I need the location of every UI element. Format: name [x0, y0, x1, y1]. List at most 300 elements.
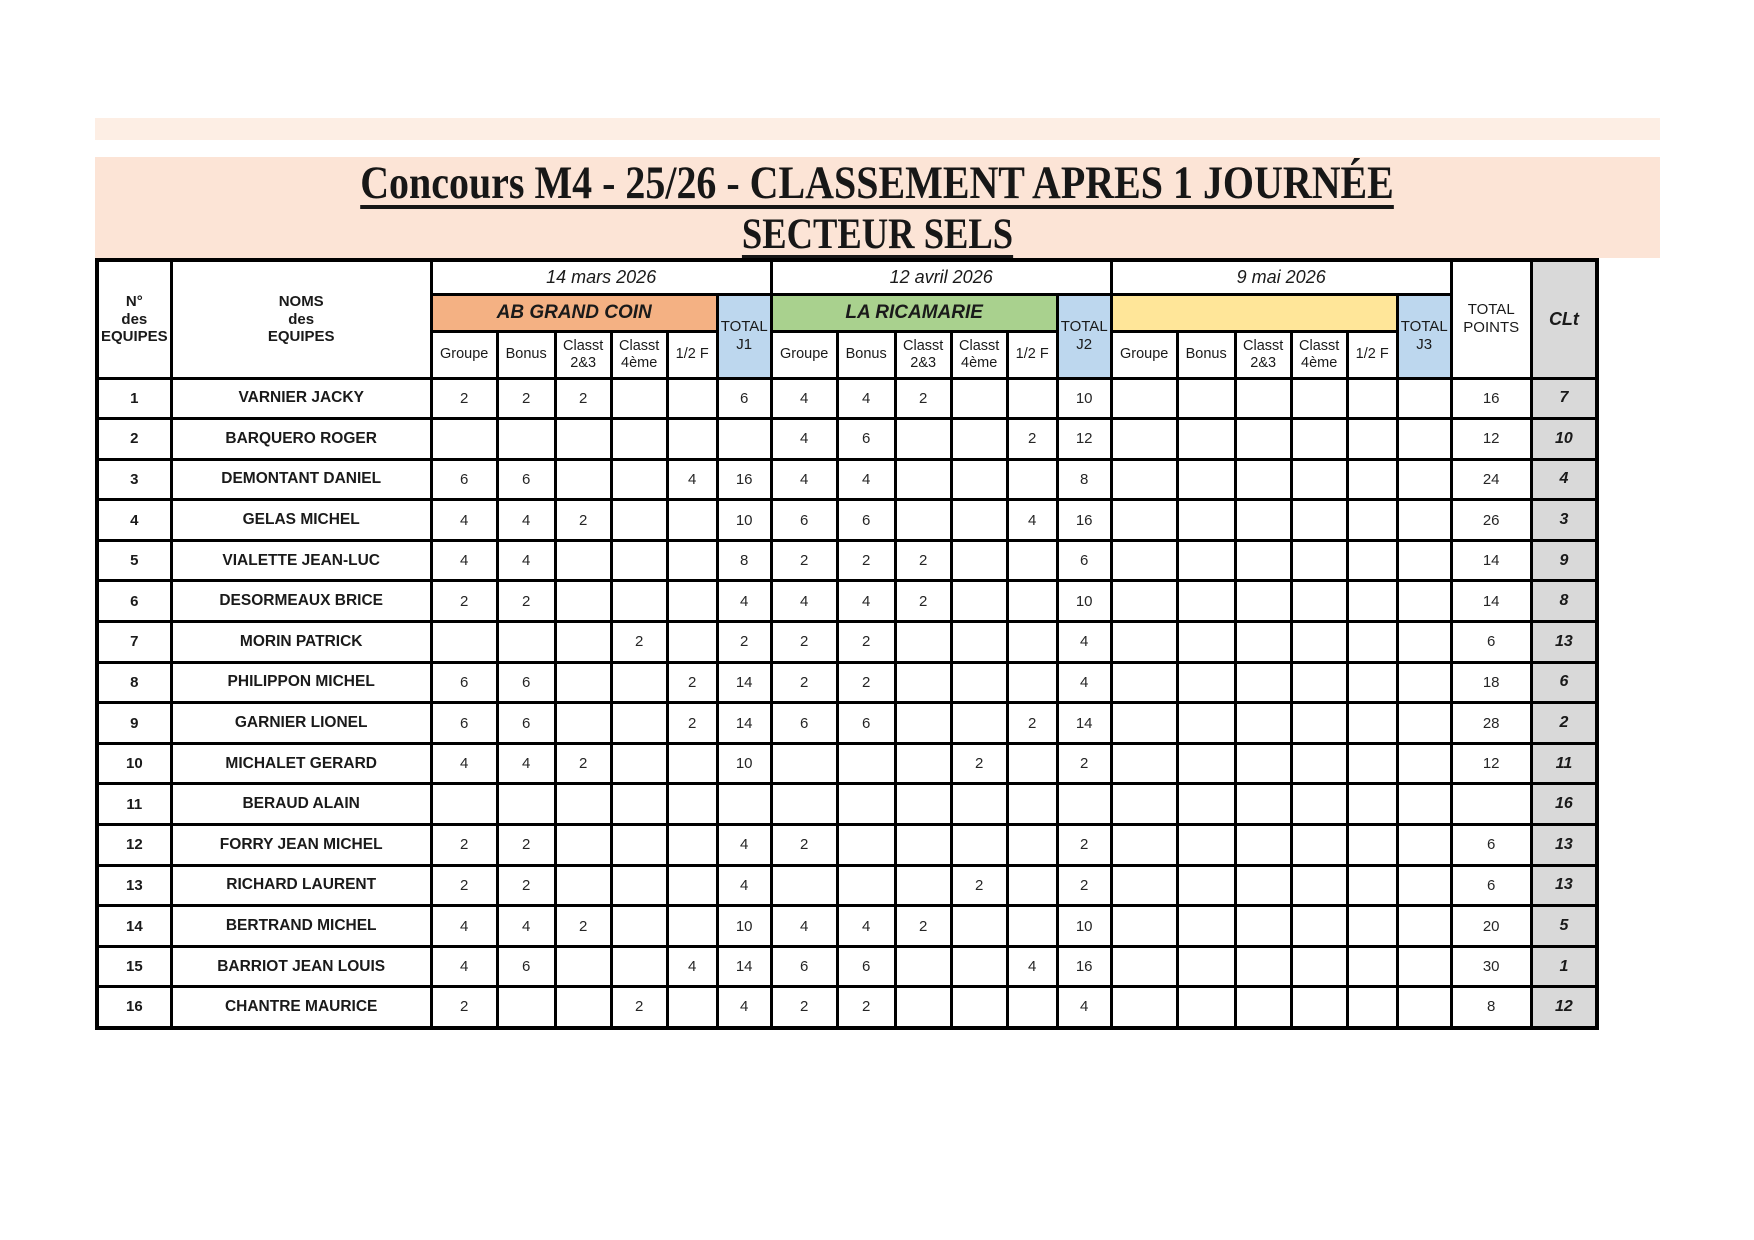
- team-number-cell: 9: [97, 703, 171, 744]
- score-cell-j2-groupe: [771, 784, 837, 825]
- total-j1-cell: 6: [717, 378, 771, 419]
- score-cell-j1-bonus: 4: [497, 500, 555, 541]
- clt-cell: 13: [1531, 622, 1597, 663]
- score-cell-j3-classt-4eme: [1291, 622, 1347, 663]
- table-body: [97, 378, 1597, 1028]
- total-j3-cell: [1397, 662, 1451, 703]
- score-cell-j2-classt-2-3: [895, 662, 951, 703]
- classification-table: [95, 258, 1599, 1030]
- score-cell-j1-bonus: [497, 622, 555, 663]
- col-header-bonus-j1: Bonus: [497, 331, 555, 378]
- score-cell-j2-classt-2-3: [895, 743, 951, 784]
- score-cell-j3-groupe: [1111, 500, 1177, 541]
- total-points-cell: 20: [1451, 906, 1531, 947]
- score-cell-j1-classt-2-3: [555, 459, 611, 500]
- score-cell-j3-bonus: [1177, 946, 1235, 987]
- score-cell-j2-classt-4eme: [951, 459, 1007, 500]
- team-name-cell: DESORMEAUX BRICE: [171, 581, 431, 622]
- score-cell-j3-demi-finale: [1347, 784, 1397, 825]
- team-row: [97, 378, 1597, 419]
- total-points-cell: 30: [1451, 946, 1531, 987]
- score-cell-j1-classt-2-3: 2: [555, 743, 611, 784]
- score-cell-j3-groupe: [1111, 419, 1177, 460]
- score-cell-j2-classt-4eme: 2: [951, 743, 1007, 784]
- score-cell-j1-bonus: 2: [497, 865, 555, 906]
- score-cell-j2-groupe: 4: [771, 419, 837, 460]
- team-row: [97, 825, 1597, 866]
- score-cell-j2-demi-finale: [1007, 662, 1057, 703]
- score-cell-j3-classt-4eme: [1291, 581, 1347, 622]
- team-name-cell: VIALETTE JEAN-LUC: [171, 540, 431, 581]
- score-cell-j3-groupe: [1111, 581, 1177, 622]
- score-cell-j2-classt-2-3: [895, 987, 951, 1028]
- total-j2-cell: 4: [1057, 622, 1111, 663]
- col-header-total-j3: [1397, 294, 1451, 378]
- label-line: J3: [1416, 336, 1433, 353]
- score-cell-j3-bonus: [1177, 459, 1235, 500]
- label-line: J1: [736, 336, 753, 353]
- col-header-classt-4eme-j2: Classt 4ème: [951, 331, 1007, 378]
- score-cell-j1-groupe: 6: [431, 459, 497, 500]
- score-cell-j3-classt-4eme: [1291, 784, 1347, 825]
- clt-cell: 1: [1531, 946, 1597, 987]
- score-cell-j2-classt-2-3: [895, 825, 951, 866]
- score-cell-j1-demi-finale: [667, 378, 717, 419]
- score-cell-j3-groupe: [1111, 703, 1177, 744]
- score-cell-j1-classt-2-3: [555, 784, 611, 825]
- score-cell-j1-classt-4eme: [611, 500, 667, 541]
- clt-cell: 11: [1531, 743, 1597, 784]
- team-number-cell: 8: [97, 662, 171, 703]
- score-cell-j1-bonus: 4: [497, 540, 555, 581]
- score-cell-j2-groupe: [771, 743, 837, 784]
- score-cell-j1-demi-finale: [667, 622, 717, 663]
- total-j2-cell: 2: [1057, 865, 1111, 906]
- total-j2-cell: 14: [1057, 703, 1111, 744]
- score-cell-j2-demi-finale: [1007, 743, 1057, 784]
- score-cell-j3-demi-finale: [1347, 743, 1397, 784]
- total-j3-cell: [1397, 743, 1451, 784]
- score-cell-j3-bonus: [1177, 581, 1235, 622]
- score-cell-j1-bonus: 4: [497, 906, 555, 947]
- score-cell-j2-groupe: 4: [771, 906, 837, 947]
- score-cell-j3-demi-finale: [1347, 987, 1397, 1028]
- score-cell-j2-bonus: 6: [837, 946, 895, 987]
- score-cell-j2-classt-2-3: [895, 784, 951, 825]
- total-j1-cell: 10: [717, 906, 771, 947]
- score-cell-j3-classt-2-3: [1235, 906, 1291, 947]
- clt-cell: 13: [1531, 865, 1597, 906]
- col-header-classt-4eme-j3: Classt 4ème: [1291, 331, 1347, 378]
- score-cell-j2-bonus: 4: [837, 581, 895, 622]
- total-j2-cell: 12: [1057, 419, 1111, 460]
- score-cell-j1-bonus: 6: [497, 459, 555, 500]
- score-cell-j1-classt-2-3: [555, 825, 611, 866]
- clt-cell: 13: [1531, 825, 1597, 866]
- score-cell-j2-classt-4eme: [951, 540, 1007, 581]
- total-j1-cell: [717, 419, 771, 460]
- col-header-classt-4eme-j1: Classt 4ème: [611, 331, 667, 378]
- score-cell-j3-classt-4eme: [1291, 865, 1347, 906]
- total-j1-cell: 10: [717, 743, 771, 784]
- score-cell-j1-groupe: 2: [431, 378, 497, 419]
- team-name-cell: DEMONTANT DANIEL: [171, 459, 431, 500]
- team-number-cell: 14: [97, 906, 171, 947]
- score-cell-j2-bonus: 2: [837, 987, 895, 1028]
- team-row: [97, 865, 1597, 906]
- team-name-cell: MORIN PATRICK: [171, 622, 431, 663]
- total-j1-cell: 2: [717, 622, 771, 663]
- score-cell-j3-groupe: [1111, 662, 1177, 703]
- score-cell-j1-bonus: 6: [497, 662, 555, 703]
- total-j3-cell: [1397, 865, 1451, 906]
- score-cell-j2-classt-4eme: [951, 378, 1007, 419]
- score-cell-j2-bonus: 2: [837, 622, 895, 663]
- score-cell-j1-classt-4eme: [611, 459, 667, 500]
- score-cell-j3-demi-finale: [1347, 906, 1397, 947]
- score-cell-j1-classt-4eme: [611, 703, 667, 744]
- score-cell-j2-classt-4eme: [951, 703, 1007, 744]
- score-cell-j3-bonus: [1177, 825, 1235, 866]
- label-line: des: [288, 310, 315, 328]
- score-cell-j1-bonus: 4: [497, 743, 555, 784]
- clt-cell: 5: [1531, 906, 1597, 947]
- score-cell-j3-bonus: [1177, 662, 1235, 703]
- score-cell-j1-demi-finale: 2: [667, 703, 717, 744]
- score-cell-j3-classt-4eme: [1291, 946, 1347, 987]
- score-cell-j2-bonus: 4: [837, 459, 895, 500]
- score-cell-j2-groupe: 4: [771, 459, 837, 500]
- total-j3-cell: [1397, 459, 1451, 500]
- score-cell-j3-classt-4eme: [1291, 825, 1347, 866]
- score-cell-j3-demi-finale: [1347, 865, 1397, 906]
- score-cell-j1-classt-4eme: [611, 825, 667, 866]
- score-cell-j3-classt-4eme: [1291, 378, 1347, 419]
- score-cell-j1-classt-4eme: [611, 906, 667, 947]
- score-cell-j1-demi-finale: [667, 540, 717, 581]
- total-j3-cell: [1397, 378, 1451, 419]
- team-row: [97, 540, 1597, 581]
- score-cell-j2-classt-4eme: [951, 946, 1007, 987]
- label-line: NOMS: [278, 293, 324, 311]
- score-cell-j3-classt-2-3: [1235, 459, 1291, 500]
- col-header-clt: CLt: [1531, 260, 1597, 378]
- total-j2-cell: 4: [1057, 987, 1111, 1028]
- total-points-cell: 16: [1451, 378, 1531, 419]
- team-row: [97, 419, 1597, 460]
- table-header: [97, 260, 1597, 378]
- score-cell-j3-groupe: [1111, 743, 1177, 784]
- team-row: [97, 743, 1597, 784]
- score-cell-j2-classt-4eme: [951, 662, 1007, 703]
- total-j3-cell: [1397, 419, 1451, 460]
- score-cell-j2-groupe: [771, 865, 837, 906]
- venue-header-j3: [1111, 294, 1397, 331]
- team-number-cell: 4: [97, 500, 171, 541]
- score-cell-j1-demi-finale: [667, 500, 717, 541]
- score-cell-j2-classt-2-3: [895, 946, 951, 987]
- score-cell-j3-demi-finale: [1347, 500, 1397, 541]
- score-cell-j2-demi-finale: [1007, 378, 1057, 419]
- date-header-j2: 12 avril 2026: [771, 260, 1111, 294]
- venue-header-j1: AB GRAND COIN: [431, 294, 717, 331]
- team-row: [97, 987, 1597, 1028]
- score-cell-j3-groupe: [1111, 459, 1177, 500]
- total-points-cell: 18: [1451, 662, 1531, 703]
- total-j1-cell: 4: [717, 581, 771, 622]
- total-j3-cell: [1397, 906, 1451, 947]
- score-cell-j2-bonus: [837, 743, 895, 784]
- score-cell-j1-groupe: 2: [431, 825, 497, 866]
- score-cell-j1-groupe: 2: [431, 987, 497, 1028]
- score-cell-j2-demi-finale: 4: [1007, 946, 1057, 987]
- total-j3-cell: [1397, 500, 1451, 541]
- score-cell-j3-groupe: [1111, 540, 1177, 581]
- score-cell-j1-groupe: 6: [431, 703, 497, 744]
- score-cell-j1-classt-4eme: [611, 540, 667, 581]
- total-points-cell: 12: [1451, 743, 1531, 784]
- title-block: [95, 157, 1660, 258]
- score-cell-j3-bonus: [1177, 906, 1235, 947]
- total-j2-cell: 10: [1057, 906, 1111, 947]
- score-cell-j1-classt-4eme: [611, 378, 667, 419]
- score-cell-j1-classt-2-3: [555, 581, 611, 622]
- score-cell-j3-classt-4eme: [1291, 540, 1347, 581]
- score-cell-j1-demi-finale: [667, 581, 717, 622]
- page-subtitle: SECTEUR SELS: [741, 210, 1014, 258]
- score-cell-j2-classt-2-3: [895, 500, 951, 541]
- score-cell-j3-classt-2-3: [1235, 784, 1291, 825]
- score-cell-j2-bonus: 6: [837, 703, 895, 744]
- col-header-classt-2-3-j3: Classt 2&3: [1235, 331, 1291, 378]
- total-j2-cell: 16: [1057, 946, 1111, 987]
- score-cell-j3-classt-2-3: [1235, 622, 1291, 663]
- total-j1-cell: 14: [717, 946, 771, 987]
- team-name-cell: CHANTRE MAURICE: [171, 987, 431, 1028]
- score-cell-j2-classt-4eme: [951, 581, 1007, 622]
- total-j3-cell: [1397, 987, 1451, 1028]
- score-cell-j2-bonus: 4: [837, 906, 895, 947]
- score-cell-j1-demi-finale: [667, 825, 717, 866]
- date-header-j1: 14 mars 2026: [431, 260, 771, 294]
- score-cell-j1-demi-finale: [667, 784, 717, 825]
- total-j2-cell: 10: [1057, 581, 1111, 622]
- total-points-cell: 14: [1451, 581, 1531, 622]
- score-cell-j1-demi-finale: [667, 987, 717, 1028]
- total-j2-cell: 2: [1057, 743, 1111, 784]
- score-cell-j2-demi-finale: 4: [1007, 500, 1057, 541]
- page-top-tint: [95, 118, 1660, 140]
- score-cell-j1-classt-4eme: 2: [611, 987, 667, 1028]
- score-cell-j3-demi-finale: [1347, 378, 1397, 419]
- team-number-cell: 15: [97, 946, 171, 987]
- score-cell-j3-classt-2-3: [1235, 703, 1291, 744]
- total-j2-cell: [1057, 784, 1111, 825]
- total-points-cell: 14: [1451, 540, 1531, 581]
- score-cell-j2-bonus: 6: [837, 419, 895, 460]
- score-cell-j3-bonus: [1177, 865, 1235, 906]
- clt-cell: 6: [1531, 662, 1597, 703]
- team-row: [97, 500, 1597, 541]
- score-cell-j1-classt-2-3: [555, 703, 611, 744]
- team-number-cell: 7: [97, 622, 171, 663]
- total-j3-cell: [1397, 581, 1451, 622]
- score-cell-j2-bonus: [837, 784, 895, 825]
- label-line: J2: [1076, 336, 1093, 353]
- total-points-cell: 6: [1451, 865, 1531, 906]
- score-cell-j1-groupe: 2: [431, 865, 497, 906]
- label-line: TOTAL: [1060, 318, 1108, 335]
- score-cell-j1-classt-2-3: [555, 865, 611, 906]
- score-cell-j2-bonus: 4: [837, 378, 895, 419]
- score-cell-j3-bonus: [1177, 378, 1235, 419]
- score-cell-j1-classt-2-3: [555, 987, 611, 1028]
- score-cell-j1-classt-4eme: [611, 946, 667, 987]
- total-points-cell: 6: [1451, 622, 1531, 663]
- total-j1-cell: 16: [717, 459, 771, 500]
- team-number-cell: 2: [97, 419, 171, 460]
- score-cell-j2-bonus: [837, 825, 895, 866]
- team-name-cell: VARNIER JACKY: [171, 378, 431, 419]
- label-line: des: [121, 310, 148, 328]
- clt-cell: 3: [1531, 500, 1597, 541]
- score-cell-j1-groupe: 2: [431, 581, 497, 622]
- score-cell-j3-classt-2-3: [1235, 662, 1291, 703]
- score-cell-j1-groupe: 4: [431, 500, 497, 541]
- score-cell-j3-groupe: [1111, 946, 1177, 987]
- score-cell-j1-bonus: [497, 419, 555, 460]
- score-cell-j2-demi-finale: [1007, 865, 1057, 906]
- col-header-groupe-j3: Groupe: [1111, 331, 1177, 378]
- score-cell-j3-classt-2-3: [1235, 825, 1291, 866]
- score-cell-j3-demi-finale: [1347, 540, 1397, 581]
- score-cell-j2-demi-finale: [1007, 459, 1057, 500]
- team-number-cell: 13: [97, 865, 171, 906]
- score-cell-j1-classt-2-3: [555, 540, 611, 581]
- col-header-groupe-j1: Groupe: [431, 331, 497, 378]
- total-j1-cell: 4: [717, 865, 771, 906]
- total-points-cell: 12: [1451, 419, 1531, 460]
- clt-cell: 9: [1531, 540, 1597, 581]
- score-cell-j2-classt-2-3: [895, 865, 951, 906]
- total-j3-cell: [1397, 825, 1451, 866]
- total-points-cell: 26: [1451, 500, 1531, 541]
- col-header-bonus-j3: Bonus: [1177, 331, 1235, 378]
- score-cell-j2-classt-4eme: [951, 906, 1007, 947]
- score-cell-j2-groupe: 6: [771, 500, 837, 541]
- score-cell-j3-classt-2-3: [1235, 743, 1291, 784]
- total-points-cell: 28: [1451, 703, 1531, 744]
- total-j1-cell: 4: [717, 825, 771, 866]
- score-cell-j3-groupe: [1111, 622, 1177, 663]
- score-cell-j3-demi-finale: [1347, 581, 1397, 622]
- score-cell-j3-demi-finale: [1347, 703, 1397, 744]
- score-cell-j3-classt-2-3: [1235, 419, 1291, 460]
- score-cell-j3-bonus: [1177, 419, 1235, 460]
- score-cell-j1-bonus: 6: [497, 946, 555, 987]
- score-cell-j1-groupe: 6: [431, 662, 497, 703]
- team-number-cell: 1: [97, 378, 171, 419]
- col-header-total-j1: [717, 294, 771, 378]
- score-cell-j2-groupe: 6: [771, 946, 837, 987]
- score-cell-j2-groupe: 4: [771, 581, 837, 622]
- total-j2-cell: 2: [1057, 825, 1111, 866]
- total-j2-cell: 4: [1057, 662, 1111, 703]
- clt-cell: 16: [1531, 784, 1597, 825]
- team-name-cell: RICHARD LAURENT: [171, 865, 431, 906]
- score-cell-j1-groupe: [431, 622, 497, 663]
- col-header-demi-finale-j2: 1/2 F: [1007, 331, 1057, 378]
- score-cell-j2-bonus: 2: [837, 540, 895, 581]
- page-title: Concours M4 - 25/26 - CLASSEMENT APRES 1 JOURNÉE: [360, 156, 1395, 209]
- total-j1-cell: 14: [717, 662, 771, 703]
- score-cell-j1-classt-4eme: [611, 743, 667, 784]
- team-number-cell: 5: [97, 540, 171, 581]
- score-cell-j1-demi-finale: [667, 906, 717, 947]
- score-cell-j2-classt-2-3: 2: [895, 906, 951, 947]
- total-j3-cell: [1397, 703, 1451, 744]
- team-row: [97, 662, 1597, 703]
- total-j2-cell: 16: [1057, 500, 1111, 541]
- team-number-cell: 16: [97, 987, 171, 1028]
- col-header-groupe-j2: Groupe: [771, 331, 837, 378]
- score-cell-j3-classt-2-3: [1235, 581, 1291, 622]
- score-cell-j2-classt-4eme: [951, 825, 1007, 866]
- score-cell-j2-classt-2-3: [895, 419, 951, 460]
- team-row: [97, 784, 1597, 825]
- score-cell-j3-bonus: [1177, 703, 1235, 744]
- score-cell-j3-groupe: [1111, 906, 1177, 947]
- score-cell-j1-bonus: 6: [497, 703, 555, 744]
- score-cell-j1-demi-finale: [667, 419, 717, 460]
- score-cell-j2-groupe: 2: [771, 825, 837, 866]
- score-cell-j3-classt-4eme: [1291, 459, 1347, 500]
- score-cell-j2-demi-finale: [1007, 622, 1057, 663]
- clt-cell: 8: [1531, 581, 1597, 622]
- total-j1-cell: 10: [717, 500, 771, 541]
- clt-cell: 7: [1531, 378, 1597, 419]
- team-number-cell: 3: [97, 459, 171, 500]
- label-line: POINTS: [1463, 319, 1520, 337]
- score-cell-j2-demi-finale: [1007, 784, 1057, 825]
- team-row: [97, 622, 1597, 663]
- score-cell-j3-bonus: [1177, 784, 1235, 825]
- score-cell-j1-demi-finale: 2: [667, 662, 717, 703]
- score-cell-j3-classt-4eme: [1291, 906, 1347, 947]
- score-cell-j2-bonus: 2: [837, 662, 895, 703]
- score-cell-j3-demi-finale: [1347, 662, 1397, 703]
- score-cell-j1-groupe: 4: [431, 540, 497, 581]
- score-cell-j3-groupe: [1111, 987, 1177, 1028]
- team-name-cell: BARRIOT JEAN LOUIS: [171, 946, 431, 987]
- score-cell-j3-classt-4eme: [1291, 662, 1347, 703]
- score-cell-j1-demi-finale: 4: [667, 459, 717, 500]
- total-points-cell: 24: [1451, 459, 1531, 500]
- col-header-demi-finale-j1: 1/2 F: [667, 331, 717, 378]
- score-cell-j1-groupe: 4: [431, 946, 497, 987]
- score-cell-j1-classt-2-3: [555, 419, 611, 460]
- score-cell-j2-groupe: 2: [771, 540, 837, 581]
- score-cell-j1-demi-finale: [667, 743, 717, 784]
- score-cell-j1-groupe: [431, 419, 497, 460]
- score-cell-j2-groupe: 2: [771, 662, 837, 703]
- score-cell-j1-classt-4eme: [611, 581, 667, 622]
- score-cell-j1-classt-2-3: [555, 946, 611, 987]
- score-cell-j3-demi-finale: [1347, 946, 1397, 987]
- score-cell-j1-bonus: 2: [497, 581, 555, 622]
- team-number-cell: 11: [97, 784, 171, 825]
- label-line: EQUIPES: [267, 327, 335, 345]
